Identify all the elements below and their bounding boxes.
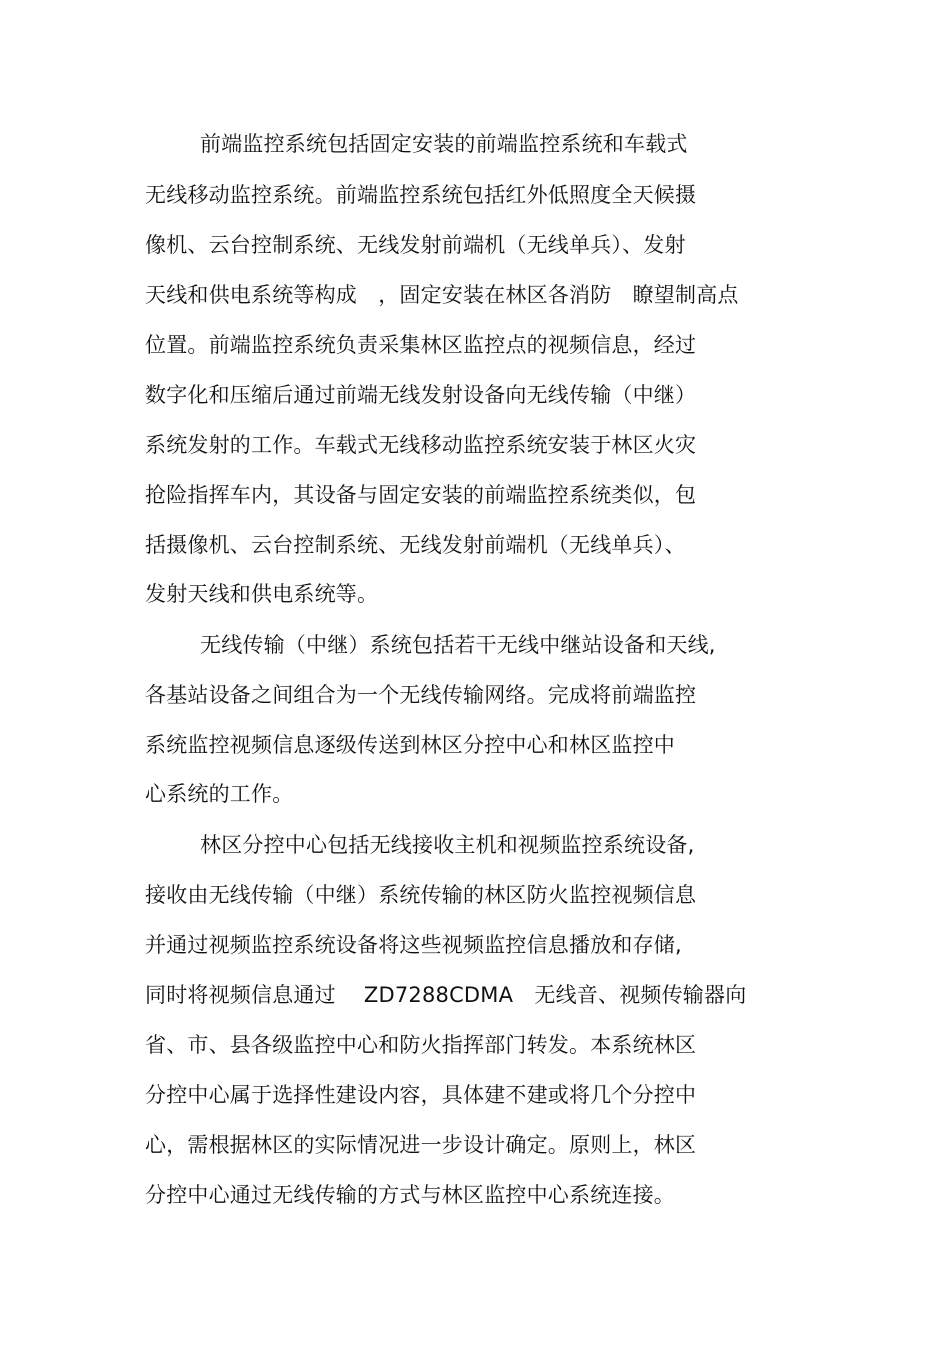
text-line: 同时将视频信息通过 ZD7288CDMA 无线音、视频传输器向: [145, 983, 747, 1007]
text-line: 前端监控系统包括固定安装的前端监控系统和车载式: [200, 132, 688, 156]
text-line: 分控中心属于选择性建设内容，具体建不建或将几个分控中: [145, 1083, 697, 1107]
text-line: 林区分控中心包括无线接收主机和视频监控系统设备,: [200, 833, 695, 857]
text-line: 各基站设备之间组合为一个无线传输网络。完成将前端监控: [145, 683, 697, 707]
text-line: 数字化和压缩后通过前端无线发射设备向无线传输（中继）: [145, 383, 697, 407]
text-line: 位置。前端监控系统负责采集林区监控点的视频信息，经过: [145, 333, 697, 357]
text-line: 括摄像机、云台控制系统、无线发射前端机（无线单兵）、: [145, 533, 686, 557]
text-line: 接收由无线传输（中继）系统传输的林区防火监控视频信息: [145, 883, 697, 907]
text-line: 无线移动监控系统。前端监控系统包括红外低照度全天候摄: [145, 183, 697, 207]
text-line: 像机、云台控制系统、无线发射前端机（无线单兵）、发射: [145, 233, 686, 257]
text-line: 发射天线和供电系统等。: [145, 582, 379, 606]
text-line: 天线和供电系统等构成 ，固定安装在林区各消防 瞭望制高点: [145, 283, 739, 307]
text-line: 无线传输（中继）系统包括若干无线中继站设备和天线,: [200, 633, 716, 657]
text-line: 并通过视频监控系统设备将这些视频监控信息播放和存储,: [145, 933, 682, 957]
text-line: 心系统的工作。: [145, 782, 294, 806]
text-line: 抢险指挥车内，其设备与固定安装的前端监控系统类似，包: [145, 483, 697, 507]
text-line: 系统发射的工作。车载式无线移动监控系统安装于林区火灾: [145, 433, 697, 457]
text-line: 心，需根据林区的实际情况进一步设计确定。原则上，林区: [145, 1133, 697, 1157]
text-line: 分控中心通过无线传输的方式与林区监控中心系统连接。: [145, 1183, 675, 1207]
text-line: 省、市、县各级监控中心和防火指挥部门转发。本系统林区: [145, 1033, 697, 1057]
text-line: 系统监控视频信息逐级传送到林区分控中心和林区监控中: [145, 733, 675, 757]
